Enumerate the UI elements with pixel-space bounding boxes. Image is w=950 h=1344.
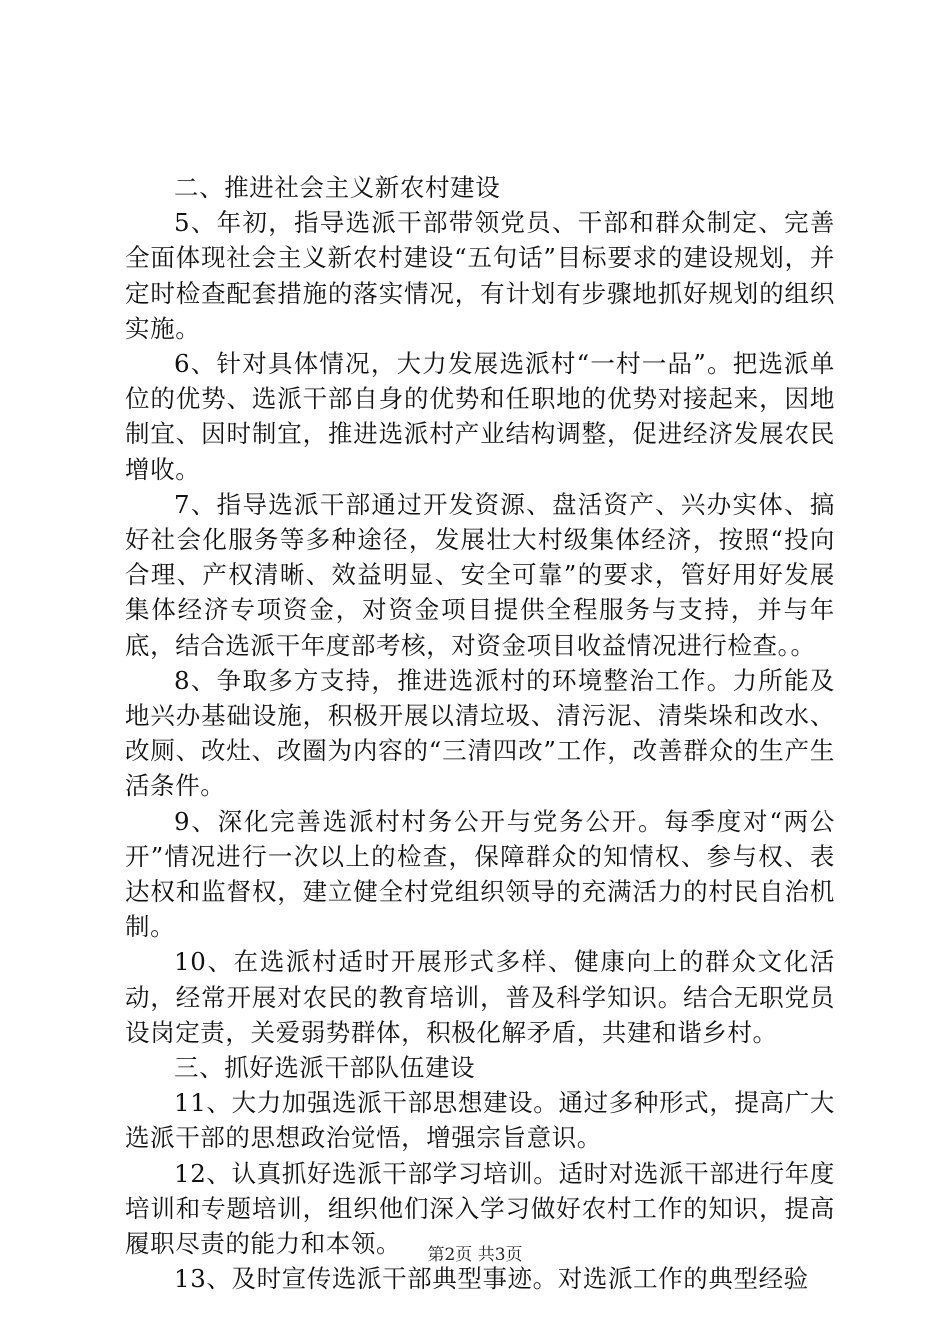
page-number-footer: 第2页 共3页 — [427, 1245, 523, 1265]
paragraph: 12、认真抓好选派干部学习培训。适时对选派干部进行年度培训和专题培训，组织他们深入学习做好农村工作的知识，提高履职尽责的能力和本领。 — [125, 1158, 835, 1259]
section-heading: 三、抓好选派干部队伍建设 — [174, 1053, 476, 1083]
paragraph: 7、指导选派干部通过开发资源、盘活资产、兴办实体、搞好社会化服务等多种途径，发展壮大村级集体经济，按照“投向合理、产权清晰、效益明显、安全可靠”的要求，管好用好发展集体经济专项资金，对资金项目提供全程服务与支持，并与年底，结合选派干年度部考核，对资金项目收益情况进行检查。。 — [125, 489, 835, 660]
paragraph: 6、针对具体情况，大力发展选派村“一村一品”。把选派单位的优势、选派干部自身的优势和任职地的优势对接起来，因地制宜、因时制宜，推进选派村产业结构调整，促进经济发展农民增收。 — [125, 349, 835, 484]
paragraph: 13、及时宣传选派干部典型事迹。对选派工作的典型经验 — [174, 1264, 809, 1294]
paragraph: 5、年初，指导选派干部带领党员、干部和群众制定、完善全面体现社会主义新农村建设“五句话”目标要求的建设规划，并定时检查配套措施的落实情况，有计划有步骤地抓好规划的组织实施。 — [125, 208, 835, 343]
paragraph: 8、争取多方支持，推进选派村的环境整治工作。力所能及地兴办基础设施，积极开展以清垃圾、清污泥、清柴垛和改水、改厕、改灶、改圈为内容的“三清四改”工作，改善群众的生产生活条件。 — [125, 665, 835, 801]
document-body — [125, 170, 835, 1297]
section-heading: 二、推进社会主义新农村建设 — [174, 173, 501, 202]
paragraph: 10、在选派村适时开展形式多样、健康向上的群众文化活动，经常开展对农民的教育培训，普及科学知识。结合无职党员设岗定责，关爱弱势群体，积极化解矛盾，共建和谐乡村。 — [125, 947, 835, 1047]
paragraph: 9、深化完善选派村村务公开与党务公开。每季度对“两公开”情况进行一次以上的检查，保障群众的知情权、参与权、表达权和监督权，建立健全村党组织领导的充满活力的村民自治机制。 — [125, 806, 835, 942]
paragraph: 11、大力加强选派干部思想建设。通过多种形式，提高广大选派干部的思想政治觉悟，增强宗旨意识。 — [125, 1088, 835, 1153]
